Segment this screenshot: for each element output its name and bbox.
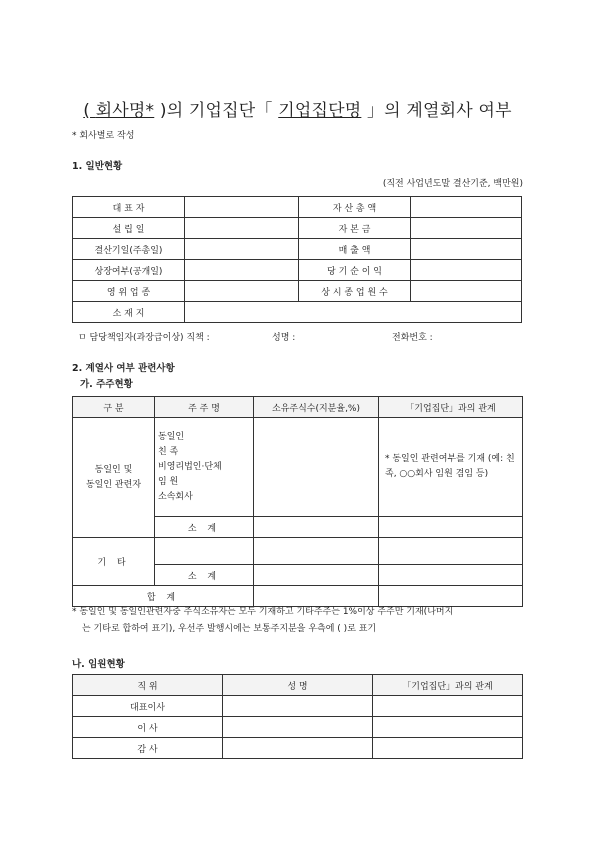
label-net-income: 당 기 순 이 익 [299,260,411,281]
subtotal-others: 소 계 [155,565,254,586]
officer-auditor-relation[interactable] [373,738,523,759]
header-shares: 소유주식수(지분율,%) [254,397,379,418]
label-total-assets: 자 산 총 액 [299,197,411,218]
footnote-line-2: 는 기타로 합하여 표기), 우선주 발행시에는 보통주지분을 우측에 ( )로 표기 [82,624,377,634]
title-close: 」의 계열회사 여부 [361,101,512,121]
contact-name: 성명 : [272,333,296,343]
item-relatives: 친 족 [158,446,179,457]
officer-ceo-relation[interactable] [373,696,523,717]
table-row [73,260,522,281]
label-capital: 자 본 금 [299,218,411,239]
header-officer-name: 성 명 [223,675,373,696]
group-affiliates-label: 동일인 및 동일인 관련자 [73,418,155,538]
value-founded[interactable] [185,218,299,239]
section1-heading: 1. 일반현황 [72,161,123,172]
others-shares-cell[interactable] [254,538,379,565]
officer-auditor-name[interactable] [223,738,373,759]
officer-director-relation[interactable] [373,717,523,738]
table-row [73,218,522,239]
value-address[interactable] [185,302,522,323]
shareholders-heading: 가. 주주현황 [80,379,133,390]
others-relation-cell[interactable] [379,538,523,565]
item-affiliate-company: 소속회사 [158,491,193,502]
subtotal-affiliates-shares[interactable] [254,517,379,538]
header-officer-relation: 「기업집단」과의 관계 [373,675,523,696]
header-shareholder: 주 주 명 [155,397,254,418]
page-title [0,96,595,121]
officer-director-name[interactable] [223,717,373,738]
title-open: ( [83,101,96,121]
item-same-person: 동일인 [158,431,185,442]
table-row [73,281,522,302]
table-row [73,538,523,565]
affiliate-shares-cell[interactable] [254,418,379,517]
subtotal-affiliates: 소 계 [155,517,254,538]
general-info-table [72,196,522,323]
label-address: 소 재 지 [73,302,185,323]
item-nonprofit: 비영리법인·단체 [158,461,222,472]
table-header-row [73,397,523,418]
subtotal-others-relation[interactable] [379,565,523,586]
others-shareholder-cell[interactable] [155,538,254,565]
shareholders-table [72,396,523,607]
affiliate-items [155,418,254,517]
footnote-line-1: * 동일인 및 동일인관련자중 주식소유자는 모두 기재하고 기타주주는 1%이상 주주만 기재(나머지 [72,607,454,617]
table-header-row [73,675,523,696]
label-ceo: 대 표 자 [73,197,185,218]
value-capital[interactable] [411,218,522,239]
value-settlement[interactable] [185,239,299,260]
header-category: 구 분 [73,397,155,418]
table-row [73,302,522,323]
subtitle-note: * 회사별로 작성 [72,131,135,141]
officer-ceo: 대표이사 [73,696,223,717]
table-row [73,738,523,759]
officers-table [72,674,523,759]
relation-note: * 동일인 관련여부를 기재 (예: 친족, ○○회사 임원 겸임 등) [379,418,523,517]
contact-phone: 전화번호 : [392,333,433,343]
label-employees: 상 시 종 업 원 수 [299,281,411,302]
officer-director: 이 사 [73,717,223,738]
subtotal-others-shares[interactable] [254,565,379,586]
section2-heading: 2. 계열사 여부 관련사항 [72,363,175,374]
table-row [73,239,522,260]
header-position: 직 위 [73,675,223,696]
table-row [73,696,523,717]
header-relation: 「기업집단」과의 관계 [379,397,523,418]
value-industry[interactable] [185,281,299,302]
title-mid: )의 기업집단「 [154,101,279,121]
value-employees[interactable] [411,281,522,302]
label-sales: 매 출 액 [299,239,411,260]
group-others-label: 기 타 [73,538,155,586]
value-ceo[interactable] [185,197,299,218]
value-listing[interactable] [185,260,299,281]
officer-auditor: 감 사 [73,738,223,759]
value-net-income[interactable] [411,260,522,281]
table-row [73,197,522,218]
item-officers: 임 원 [158,476,179,487]
subtotal-affiliates-relation[interactable] [379,517,523,538]
officers-heading: 나. 임원현황 [72,659,125,670]
value-total-assets[interactable] [411,197,522,218]
label-industry: 영 위 업 종 [73,281,185,302]
title-group-placeholder: 기업집단명 [278,101,362,121]
title-company-placeholder: 회사명* [95,101,155,121]
label-listing: 상장여부(공개일) [73,260,185,281]
officer-ceo-name[interactable] [223,696,373,717]
table-row [73,418,523,517]
table-row [73,717,523,738]
label-founded: 설 립 일 [73,218,185,239]
contact-position: ㅁ 담당책임자(과장급이상) 직책 : [78,333,210,343]
label-settlement: 결산기일(주총일) [73,239,185,260]
unit-note: (직전 사업년도말 결산기준, 백만원) [382,179,523,189]
value-sales[interactable] [411,239,522,260]
grand-total: 합 계 [73,586,254,607]
